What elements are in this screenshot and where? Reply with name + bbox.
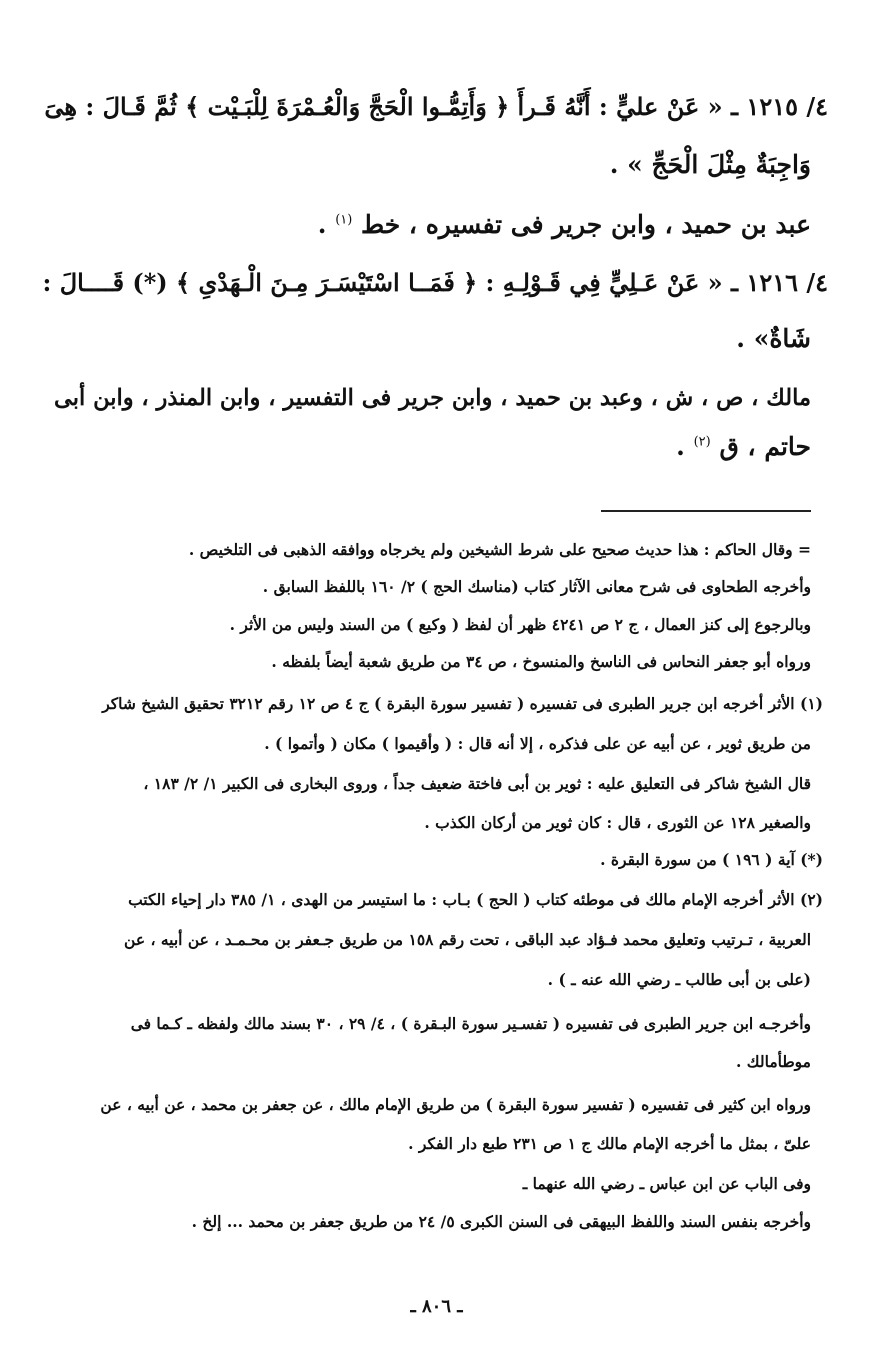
source-1215-end: . [317,210,327,239]
hadith-1215-line1: ٤/ ١٢١٥ ـ « عَنْ عليٍّ : أَنَّهُ قَـرأَ ﴿ وَأَتِمُّـوا الْحَجَّ وَالْعُـمْرَةَ لِلْبَـيْت ﴾ ثُمَّ قَـالَ : هِىَ [44,92,828,121]
footnote-2-line1: (٢) الأثر أخرجه الإمام مالك فى موطئه كتاب ( الحج ) بـاب : ما استيسر من الهدى ، ١/ ٣٨٥ دار إحياء الكتب [128,890,823,909]
source-1215 [318,210,811,239]
footnote-continuation-2: وأخرجه الطحاوى فى شرح معانى الآثار كتاب (مناسك الحج ) ٢/ ١٦٠ باللفظ السابق . [262,577,811,596]
footnote-2-line7: علىّ ، بمثل ما أخرجه الإمام مالك ج ١ ص ٢٣١ طبع دار الفكر . [408,1134,811,1153]
footnote-2-line2: العربية ، تـرتيب وتعليق محمد فـؤاد عبد الباقى ، تحت رقم ١٥٨ من طريق جـعفر بن محـمـد ، عن أبيه ، عن [124,930,811,949]
footnote-2-line6: ورواه ابن كثير فى تفسيره ( تفسير سورة البقرة ) من طريق الإمام مالك ، عن جعفر بن محمد ، عن أبيه ، عن [100,1095,811,1114]
footnote-1-line2: من طريق ثوير ، عن أبيه عن على فذكره ، إلا أنه قال : ( وأقيموا ) مكان ( وأتموا ) . [264,734,811,753]
hadith-1216-line1: ٤/ ١٢١٦ ـ « عَنْ عَـلِيٍّ فِي قَـوْلِـهِ : ﴿ فَمَــا اسْتَيْسَـرَ مِـنَ الْـهَدْىِ ﴾ (*) قَــــالَ : [42,268,828,297]
footnote-1-line4: والصغير ١٢٨ عن الثورى ، قال : كان ثوير من أركان الكذب . [424,813,811,832]
hadith-1215-line2: وَاجِبَةٌ مِثْلَ الْحَجِّ » . [609,150,811,179]
footnote-separator [601,510,811,512]
source-1216-text: حاتم ، ق [719,432,811,461]
footnote-2-line3: (على بن أبى طالب ـ رضي الله عنه ـ ) . [547,970,811,989]
footnote-continuation-3: وبالرجوع إلى كنز العمال ، ج ٢ ص ٤٢٤١ ظهر أن لفظ ( وكيع ) من السند وليس من الأثر . [229,615,811,634]
footnote-continuation-4: ورواه أبو جعفر النحاس فى الناسخ والمنسوخ ، ص ٣٤ من طريق شعبة أيضاً بلفظه . [271,652,811,671]
footnote-2-line4: وأخرجـه ابن جرير الطبرى فى تفسيره ( تفسـير سورة البـقرة ) ، ٤/ ٢٩ ، ٣٠ بسند مالك ولفظه ـ كـما فى [130,1014,811,1033]
footnote-2-line5: موطأمالك . [736,1052,811,1071]
source-1216-line1: مالك ، ص ، ش ، وعبد بن حميد ، وابن جرير فى التفسير ، وابن المنذر ، وابن أبى [53,385,811,411]
source-1216-line2 [676,432,811,461]
footnote-2-line8: وفى الباب عن ابن عباس ـ رضي الله عنهما ـ [522,1174,811,1193]
footnote-1-line3: قال الشيخ شاكر فى التعليق عليه : ثوير بن أبى فاختة ضعيف جداً ، وروى البخارى فى الكبير ١/ ٢/ ١٨٣ ، [143,774,811,793]
footnote-continuation-1: = وقال الحاكم : هذا حديث صحيح على شرط الشيخين ولم يخرجاه ووافقه الذهبى فى التلخيص . [188,540,811,559]
footnote-1-line1: (١) الأثر أخرجه ابن جرير الطبرى فى تفسيره ( تفسير سورة البقرة ) ج ٤ ص ١٢ رقم ٣٢١٢ تحقيق الشيخ شاكر [102,694,823,713]
footnote-star: (*) آية ( ١٩٦ ) من سورة البقرة . [600,850,823,869]
source-1215-text: عبد بن حميد ، وابن جرير فى تفسيره ، خط [361,210,811,239]
footnote-ref-1: (١) [335,212,353,228]
footnote-ref-2: (٢) [693,434,711,450]
source-1216-end: . [676,432,685,461]
footnote-2-line9: وأخرجه بنفس السند واللفظ البيهقى فى السنن الكبرى ٥/ ٢٤ من طريق جعفر بن محمد ... إلخ . [191,1212,811,1231]
hadith-1216-line2: شَاةٌ» . [736,324,811,353]
page-number: ـ ٨٠٦ ـ [410,1296,463,1317]
